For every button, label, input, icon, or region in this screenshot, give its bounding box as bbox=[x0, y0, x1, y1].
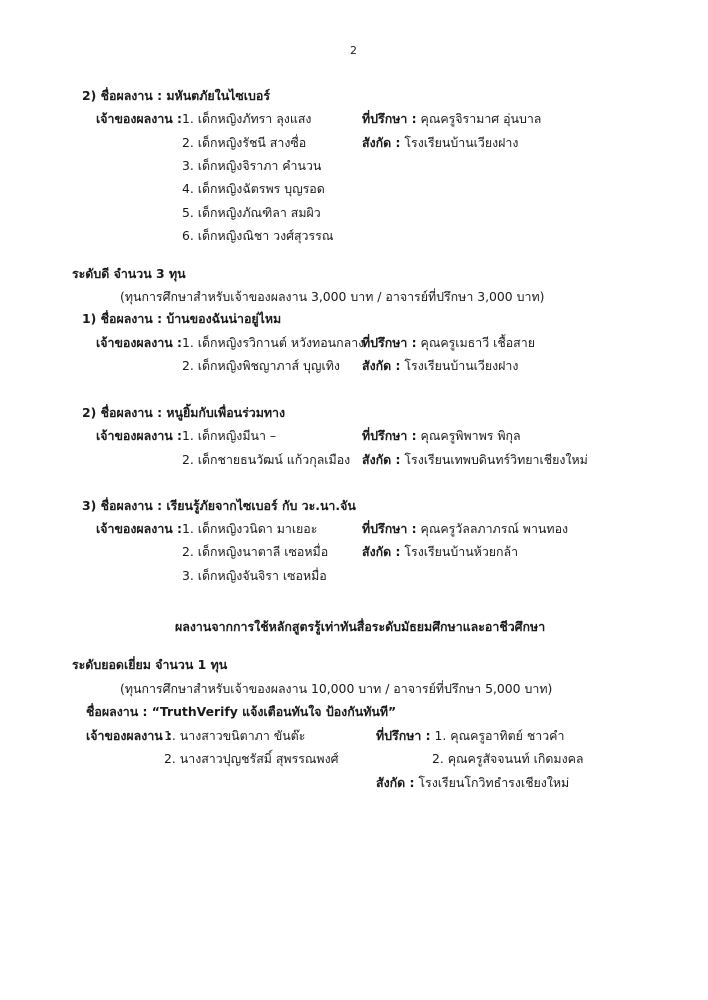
project-title: ชื่อผลงาน : “TruthVerify แจ้งเตือนทันใจ ป้องกันทันที” bbox=[86, 704, 397, 719]
project-title: 1) ชื่อผลงาน : บ้านของฉันน่าอยู่ไหม bbox=[82, 311, 282, 326]
member-name: 1. เด็กหญิงวนิดา มาเยอะ bbox=[182, 521, 318, 536]
member-name: 2. เด็กชายธนวัฒน์ แก้วกุลเมือง bbox=[182, 452, 351, 467]
level-heading: ระดับดี จำนวน 3 ทุน bbox=[72, 266, 186, 281]
advisor-name: คุณครูวัลลภาภรณ์ พานทอง bbox=[420, 521, 569, 536]
advisor-name: คุณครูเมธาวี เชื้อสาย bbox=[420, 335, 535, 350]
advisor-label: ที่ปรึกษา : bbox=[362, 111, 417, 126]
affiliation-label: สังกัด : bbox=[362, 358, 401, 373]
section-heading: ผลงานจากการใช้หลักสูตรรู้เท่าทันสื่อระดับมัธยมศึกษาและอาชีวศึกษา bbox=[175, 619, 546, 634]
advisor-label: ที่ปรึกษา : bbox=[362, 428, 417, 443]
affiliation-label: สังกัด : bbox=[362, 135, 401, 150]
member-name: 4. เด็กหญิงฉัตรพร บุญรอด bbox=[182, 181, 325, 196]
member-name: 6. เด็กหญิงณิชา วงศ์สุวรรณ bbox=[182, 228, 334, 243]
affiliation-label: สังกัด : bbox=[362, 544, 401, 559]
advisor-name: 2. คุณครูสัจจนนท์ เกิดมงคล bbox=[432, 751, 584, 766]
affiliation-name: โรงเรียนบ้านเวียงฝาง bbox=[404, 135, 519, 150]
member-name: 1. นางสาวขนิตาภา ขันต๊ะ bbox=[164, 728, 306, 743]
project-title: 2) ชื่อผลงาน : มหันตภัยในไซเบอร์ bbox=[82, 88, 271, 103]
affiliation-name: โรงเรียนบ้านเวียงฝาง bbox=[404, 358, 519, 373]
affiliation-name: โรงเรียนบ้านห้วยกล้า bbox=[404, 544, 519, 559]
affiliation-label: สังกัด : bbox=[376, 775, 415, 790]
level-heading: ระดับยอดเยี่ยม จำนวน 1 ทุน bbox=[72, 657, 228, 672]
member-name: 2. เด็กหญิงรัชนี สางซื่อ bbox=[182, 135, 307, 150]
member-name: 1. เด็กหญิงภัทรา ลุงแสง bbox=[182, 111, 312, 126]
owner-label: เจ้าของผลงาน : bbox=[96, 521, 183, 536]
member-name: 2. เด็กหญิงนาตาลี เซอหมื่อ bbox=[182, 544, 329, 559]
owner-label: เจ้าของผลงาน : bbox=[96, 111, 183, 126]
owner-label: เจ้าของผลงาน : bbox=[96, 428, 183, 443]
affiliation-name: โรงเรียนโกวิทธำรงเชียงใหม่ bbox=[418, 775, 570, 790]
project-title: 3) ชื่อผลงาน : เรียนรู้ภัยจากไซเบอร์ กับ วะ.นา.จัน bbox=[82, 498, 356, 513]
advisor-label: ที่ปรึกษา : bbox=[362, 335, 417, 350]
advisor-label: ที่ปรึกษา : bbox=[376, 728, 431, 743]
affiliation-label: สังกัด : bbox=[362, 452, 401, 467]
advisor-name: คุณครูพิพาพร พิกุล bbox=[420, 428, 521, 443]
member-name: 2. เด็กหญิงพิชญาภาส์ บุญเทิง bbox=[182, 358, 340, 373]
member-name: 1. เด็กหญิงมีนา – bbox=[182, 428, 277, 443]
member-name: 1. เด็กหญิงรวิกานต์ หวังทอนกลาง bbox=[182, 335, 365, 350]
advisor-name: คุณครูจิรามาศ อุ่นบาล bbox=[420, 111, 542, 126]
member-name: 2. นางสาวปุญชรัสมิ์ สุพรรณพงศ์ bbox=[164, 751, 339, 766]
owner-label: เจ้าของผลงาน : bbox=[86, 728, 173, 743]
page-number: 2 bbox=[350, 44, 357, 57]
scholarship-note: (ทุนการศึกษาสำหรับเจ้าของผลงาน 3,000 บาท / อาจารย์ที่ปรึกษา 3,000 บาท) bbox=[120, 289, 545, 304]
owner-label: เจ้าของผลงาน : bbox=[96, 335, 183, 350]
advisor-label: ที่ปรึกษา : bbox=[362, 521, 417, 536]
advisor-name: 1. คุณครูอาทิตย์ ชาวคำ bbox=[434, 728, 565, 743]
affiliation-name: โรงเรียนเทพบดินทร์วิทยาเชียงใหม่ bbox=[404, 452, 588, 467]
scholarship-note: (ทุนการศึกษาสำหรับเจ้าของผลงาน 10,000 บาท / อาจารย์ที่ปรึกษา 5,000 บาท) bbox=[120, 681, 553, 696]
member-name: 3. เด็กหญิงจิราภา คำนวน bbox=[182, 158, 322, 173]
project-title: 2) ชื่อผลงาน : หนูยิ้มกับเพื่อนร่วมทาง bbox=[82, 405, 286, 420]
member-name: 5. เด็กหญิงภัณฑิลา สมผิว bbox=[182, 205, 321, 220]
member-name: 3. เด็กหญิงจันจิรา เซอหมื่อ bbox=[182, 568, 327, 583]
